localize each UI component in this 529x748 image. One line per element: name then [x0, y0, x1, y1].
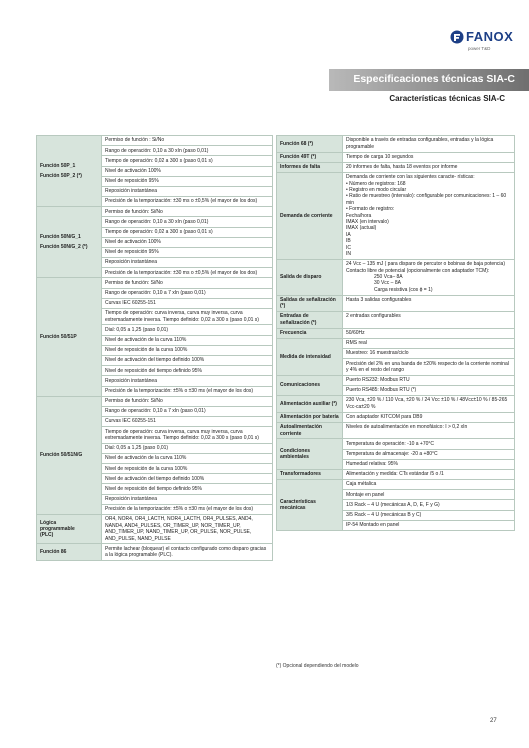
- row-value: Permiso de función : Si/No: [102, 136, 273, 146]
- row-value: 1/3 Rack – 4 U (mecánicas A, D, E, F y G): [343, 500, 515, 510]
- row-value: Muestreo: 16 muestras/ciclo: [343, 348, 515, 358]
- row-value: Nivel de activación de la curva 110%: [102, 335, 273, 345]
- row-label: Transformadores: [277, 469, 343, 479]
- table-row: [277, 375, 515, 385]
- row-value: 50/60Hz: [343, 328, 515, 338]
- row-label: Informes de falta: [277, 162, 343, 172]
- row-value: Permiso de función: Si/No: [102, 396, 273, 406]
- table-row: [37, 544, 273, 561]
- row-value: Precisión de la temporización: ±5% o ±30 ms (el mayor de los dos): [102, 386, 273, 396]
- row-value: Nivel de reposición del tiempo definido 95%: [102, 484, 273, 494]
- row-value: Disponible a través de entradas configurables, entradas y la lógica programable: [343, 136, 515, 153]
- fanox-mark-icon: [450, 30, 464, 44]
- row-value: Precisión de la temporización: ±30 ms o ±0,5% (el mayor de los dos): [102, 268, 273, 278]
- row-value: IP-54 Montado en panel: [343, 520, 515, 530]
- row-value: Tiempo de operación: 0,02 a 300 s (paso 0,01 s): [102, 227, 273, 237]
- row-label: Función 50/51N/G: [37, 396, 102, 514]
- row-value: Tiempo de operación: curva inversa, curva muy inversa, curva extremadamente inversa. Tiempo definido: 0,02 a 300 s (paso 0,01 s): [102, 308, 273, 325]
- row-value: Demanda de corriente con las siguientes caracte- rísticas: • Número de registros: 168 • Registro en modo circular • Ratio de muestreo (intervalo): configurable por comunicaciones: 1 – 60 min • Formato de registro: Fecha/hora IMAX (en intervalo) IMAX (actual) IA IB IC IN: [343, 172, 515, 259]
- row-value: Rango de operación: 0,10 a 7 xIn (paso 0,01): [102, 406, 273, 416]
- table-row: [277, 422, 515, 439]
- table-row: [277, 328, 515, 338]
- row-label: Condiciones ambientales: [277, 439, 343, 470]
- row-value: Nivel de activación del tiempo definido 100%: [102, 356, 273, 366]
- table-row: [37, 278, 273, 288]
- table-row: [277, 259, 515, 295]
- row-value: 20 informes de falta, hasta 18 eventos por informe: [343, 162, 515, 172]
- row-value: Rango de operación: 0,10 a 30 xIn (paso 0,01): [102, 146, 273, 156]
- row-value: Curvas IEC 60255-151: [102, 298, 273, 308]
- page-title: Especificaciones técnicas SIA-C: [353, 73, 515, 85]
- row-value: Montaje en panel: [343, 490, 515, 500]
- row-value: Caja métalica: [343, 480, 515, 490]
- row-label: Función 68 (*): [277, 136, 343, 153]
- table-row: [277, 412, 515, 422]
- row-value: Permite lachear (bloquear) el contacto configurado como disparo gracias a la lógica programable (PLC).: [102, 544, 273, 561]
- row-value: Nivel de activación del tiempo definido 100%: [102, 474, 273, 484]
- row-label: Frecuencia: [277, 328, 343, 338]
- row-value: Nivel de activación 100%: [102, 237, 273, 247]
- table-row: [37, 396, 273, 406]
- row-label: Función 50/51P: [37, 278, 102, 396]
- row-value: 2 entradas configurables: [343, 312, 515, 329]
- row-value: Nivel de reposición del tiempo definido 95%: [102, 366, 273, 376]
- brand-logo: [450, 28, 520, 52]
- row-label: Comunicaciones: [277, 375, 343, 395]
- row-value: 230 Vca, ±20 % / 110 Vca, ±20 % / 24 Vcc ±10 % / 48Vcc±10 % / 85-265 Vcc-ca±20 %: [343, 396, 515, 413]
- row-label: Entradas de señalización (*): [277, 312, 343, 329]
- table-row: [277, 152, 515, 162]
- row-value: Reposición instantánea: [102, 494, 273, 504]
- table-row: [277, 295, 515, 312]
- table-row: [277, 338, 515, 348]
- table-row: [37, 514, 273, 543]
- row-value: Precisión de la temporización: ±30 ms o ±0,5% (el mayor de los dos): [102, 197, 273, 207]
- table-row: [277, 136, 515, 153]
- row-value: Reposición instantánea: [102, 186, 273, 196]
- row-value: Dial: 0,05 a 1,25 (paso 0,01): [102, 325, 273, 335]
- left-spec-table: [36, 135, 273, 561]
- row-value: Puerto RS485: Modbus RTU (*): [343, 385, 515, 395]
- brand-tagline: power T&D: [468, 46, 491, 51]
- row-value: Tiempo de carga 10 segundos: [343, 152, 515, 162]
- row-label: Salida de disparo: [277, 259, 343, 295]
- row-value: Permiso de función: Si/No: [102, 207, 273, 217]
- section-title-bar: [329, 69, 529, 91]
- row-value: 24 Vcc – 135 mJ ( para disparo de percutor o bobinas de baja potencia) Contacto libre de potencial (opcionalmente con adaptador TCM): 250 Vca– 8A 30 Vcc – 8A Carga resistiva (cos ϕ = 1): [343, 259, 515, 295]
- row-label: Medida de intensidad: [277, 338, 343, 375]
- row-value: 3/5 Rack – 4 U (mecánicas B y C): [343, 510, 515, 520]
- right-spec-table: [276, 135, 515, 531]
- row-value: Reposición instantánea: [102, 258, 273, 268]
- row-value: Dial: 0,05 a 1,25 (paso 0,01): [102, 443, 273, 453]
- row-value: Niveles de autoalimentación en monofásico: I > 0,2 xIn: [343, 422, 515, 439]
- row-value: Tiempo de operación: curva inversa, curva muy inversa, curva extremadamente inversa. Tiempo definido: 0,02 a 300 s (paso 0,01 s): [102, 427, 273, 444]
- row-label: Función 49T (*): [277, 152, 343, 162]
- row-value: Nivel de activación de la curva 110%: [102, 453, 273, 463]
- table-row: [37, 136, 273, 146]
- row-value: Nivel de reposición 95%: [102, 176, 273, 186]
- row-label: Características mecánicas: [277, 480, 343, 531]
- row-value: Precisión del 2% en una banda de ±20% respecto de la corriente nominal y 4% en el resto del rango: [343, 359, 515, 376]
- row-value: Alimentación y medida: CTs estándar /5 o /1: [343, 469, 515, 479]
- row-label: Función 86: [37, 544, 102, 561]
- table-row: [277, 162, 515, 172]
- footnote: (*) Opcional dependiendo del modelo: [276, 663, 359, 669]
- table-row: [277, 172, 515, 259]
- table-row: [277, 469, 515, 479]
- row-value: Precisión de la temporización: ±5% o ±30 ms (el mayor de los dos): [102, 504, 273, 514]
- row-value: Permiso de función: Si/No: [102, 278, 273, 288]
- row-label: Demanda de corriente: [277, 172, 343, 259]
- row-value: Tiempo de operación: 0,02 a 300 s (paso 0,01 s): [102, 156, 273, 166]
- row-value: Con adaptador KITCOM para DB9: [343, 412, 515, 422]
- row-value: Temperatura de almacenaje: -20 a +80°C: [343, 449, 515, 459]
- row-label: Autoalimentación corriente: [277, 422, 343, 439]
- page-subtitle: Características técnicas SIA-C: [389, 94, 505, 103]
- row-value: RMS real: [343, 338, 515, 348]
- table-row: [277, 439, 515, 449]
- row-label: Salidas de señalización (*): [277, 295, 343, 312]
- row-value: Hasta 3 salidas configurables: [343, 295, 515, 312]
- row-value: Nivel de reposición de la curva 100%: [102, 464, 273, 474]
- row-label: Alimentación por batería: [277, 412, 343, 422]
- row-label: Lógica programmable (PLC): [37, 514, 102, 543]
- page-number: 27: [490, 718, 497, 724]
- row-value: OR4, NOR4, OR4_LACTH, NOR4_LACTH, OR4_PULSES, AND4, NAND4, AND4_PULSES, OR_TIMER_UP, NOR_TIMER_UP, AND_TIMER_UP, NAND_TIMER_UP, OR_PULSE, NOR_PULSE, AND_PULSE, NAND_PULSE: [102, 514, 273, 543]
- row-value: Nivel de reposición 95%: [102, 247, 273, 257]
- row-value: Curvas IEC 60255-151: [102, 417, 273, 427]
- row-value: Nivel de activación 100%: [102, 166, 273, 176]
- table-row: [277, 312, 515, 329]
- row-label: Función 50N/G_1 Función 50N/G_2 (*): [37, 207, 102, 278]
- row-value: Temperatura de operación: -10 a +70°C: [343, 439, 515, 449]
- row-value: Rango de operación: 0,10 a 30 xIn (paso 0,01): [102, 217, 273, 227]
- row-value: Rango de operación: 0,10 a 7 xIn (paso 0,01): [102, 288, 273, 298]
- brand-name: FANOX: [466, 29, 514, 44]
- row-label: Función 50P_1 Función 50P_2 (*): [37, 136, 102, 207]
- row-value: Nivel de reposición de la curva 100%: [102, 345, 273, 355]
- row-value: Reposición instantánea: [102, 376, 273, 386]
- row-label: Alimentación auxiliar (*): [277, 396, 343, 413]
- table-row: [277, 396, 515, 413]
- table-row: [37, 207, 273, 217]
- row-value: Puerto RS232: Modbus RTU: [343, 375, 515, 385]
- row-value: Humedad relativa: 95%: [343, 459, 515, 469]
- table-row: [277, 480, 515, 490]
